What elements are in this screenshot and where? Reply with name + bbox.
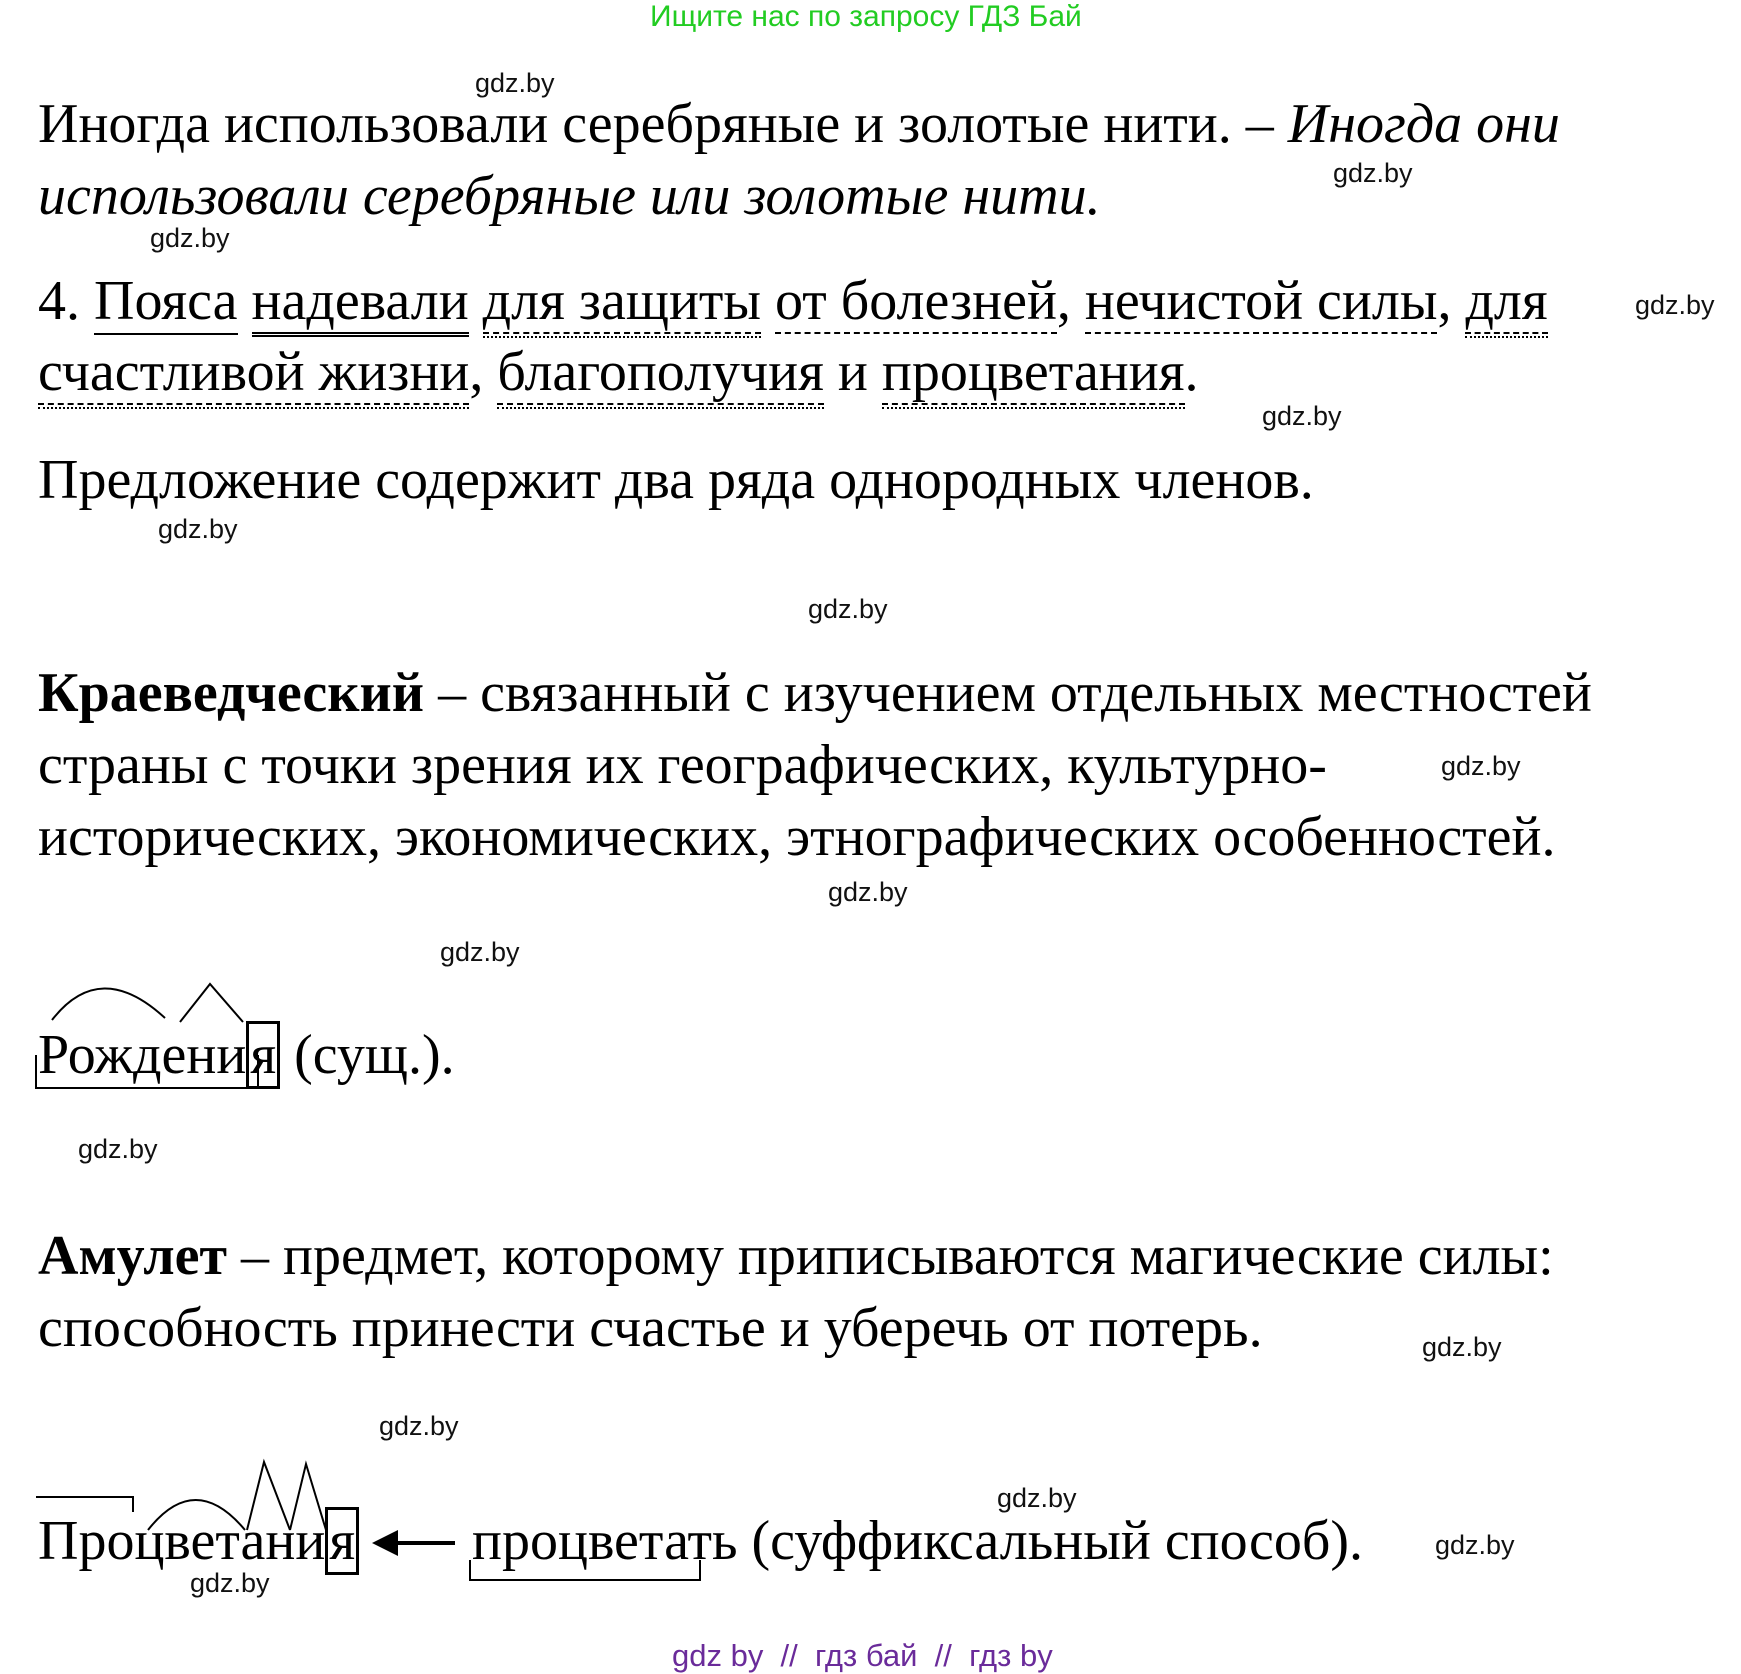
subject-word: Пояса xyxy=(94,270,238,335)
definition-1-line-2: страны с точки зрения их географических, культурно- xyxy=(38,734,1327,796)
morpheme-1-rest: (сущ.). xyxy=(294,1024,455,1086)
suffix-caret-2-icon xyxy=(290,1464,326,1530)
morpheme-1-ending-box: я xyxy=(246,1021,280,1089)
watermark: gdz.by xyxy=(1635,290,1715,320)
conjunction: и xyxy=(837,341,868,403)
root-arc-icon xyxy=(148,1500,245,1530)
watermark: gdz.by xyxy=(158,514,238,544)
morpheme-1-stem: Рождени xyxy=(38,1024,247,1086)
object-2: нечистой силы xyxy=(1084,270,1438,332)
watermark: gdz.by xyxy=(1441,751,1521,781)
watermark: gdz.by xyxy=(190,1568,270,1598)
comma: , xyxy=(1437,270,1452,332)
watermark: gdz.by xyxy=(1422,1332,1502,1362)
comma: , xyxy=(469,341,484,403)
watermark: gdz.by xyxy=(78,1134,158,1164)
morpheme-2-stem: Процветани xyxy=(38,1510,326,1572)
sentence-3-italic-1: Иногда они xyxy=(1287,93,1560,155)
top-banner: Ищите нас по запросу ГДЗ Бай xyxy=(650,0,1082,33)
adverbial-2b: счастливой жизни xyxy=(38,341,470,403)
object-1: от болезней xyxy=(775,270,1057,332)
definition-2-term: Амулет xyxy=(38,1225,227,1287)
prefix-corner-icon xyxy=(36,1497,133,1512)
sentence-4-note: Предложение содержит два ряда однородных членов. xyxy=(38,449,1314,511)
object-3: благополучия xyxy=(497,341,824,403)
footer-links: gdz by // гдз бай // гдз by xyxy=(672,1638,1053,1673)
morpheme-2-ending-box: я xyxy=(325,1507,359,1575)
watermark: gdz.by xyxy=(808,594,888,624)
source-stem-bracket-icon xyxy=(470,1560,700,1580)
watermark: gdz.by xyxy=(150,223,230,253)
definition-1-text-1: – связанный с изучением отдельных местностей xyxy=(438,662,1592,724)
suffix-caret-1-icon xyxy=(247,1462,290,1530)
adverbial-1: для защиты xyxy=(482,270,762,332)
watermark: gdz.by xyxy=(475,68,555,98)
sentence-3-line-2: использовали серебряные или золотые нити. xyxy=(38,165,1101,227)
definition-2-line-2: способность принести счастье и уберечь от потерь. xyxy=(38,1297,1263,1359)
formation-method: (суффиксальный способ). xyxy=(751,1510,1364,1572)
watermark: gdz.by xyxy=(440,937,520,967)
definition-1-line-3: исторических, экономических, этнографических особенностей. xyxy=(38,806,1556,868)
sentence-4-number: 4. xyxy=(38,270,80,332)
watermark: gdz.by xyxy=(997,1483,1077,1513)
predicate-word: надевали xyxy=(252,270,469,337)
adverbial-2a: для xyxy=(1465,270,1548,332)
watermark: gdz.by xyxy=(1262,401,1342,431)
source-word: процветать xyxy=(472,1510,738,1572)
derivation-arrow-head-icon xyxy=(372,1530,398,1556)
comma: , xyxy=(1056,270,1071,332)
object-4: процветания xyxy=(881,341,1185,403)
watermark: gdz.by xyxy=(1435,1530,1515,1560)
definition-2-text-1: – предмет, которому приписываются магические силы: xyxy=(240,1225,1554,1287)
dot: . xyxy=(1184,341,1199,403)
watermark: gdz.by xyxy=(828,877,908,907)
watermark: gdz.by xyxy=(1333,158,1413,188)
definition-1-term: Краеведческий xyxy=(38,662,425,724)
sentence-3-plain: Иногда использовали серебряные и золотые нити. – xyxy=(38,93,1274,155)
watermark: gdz.by xyxy=(379,1411,459,1441)
